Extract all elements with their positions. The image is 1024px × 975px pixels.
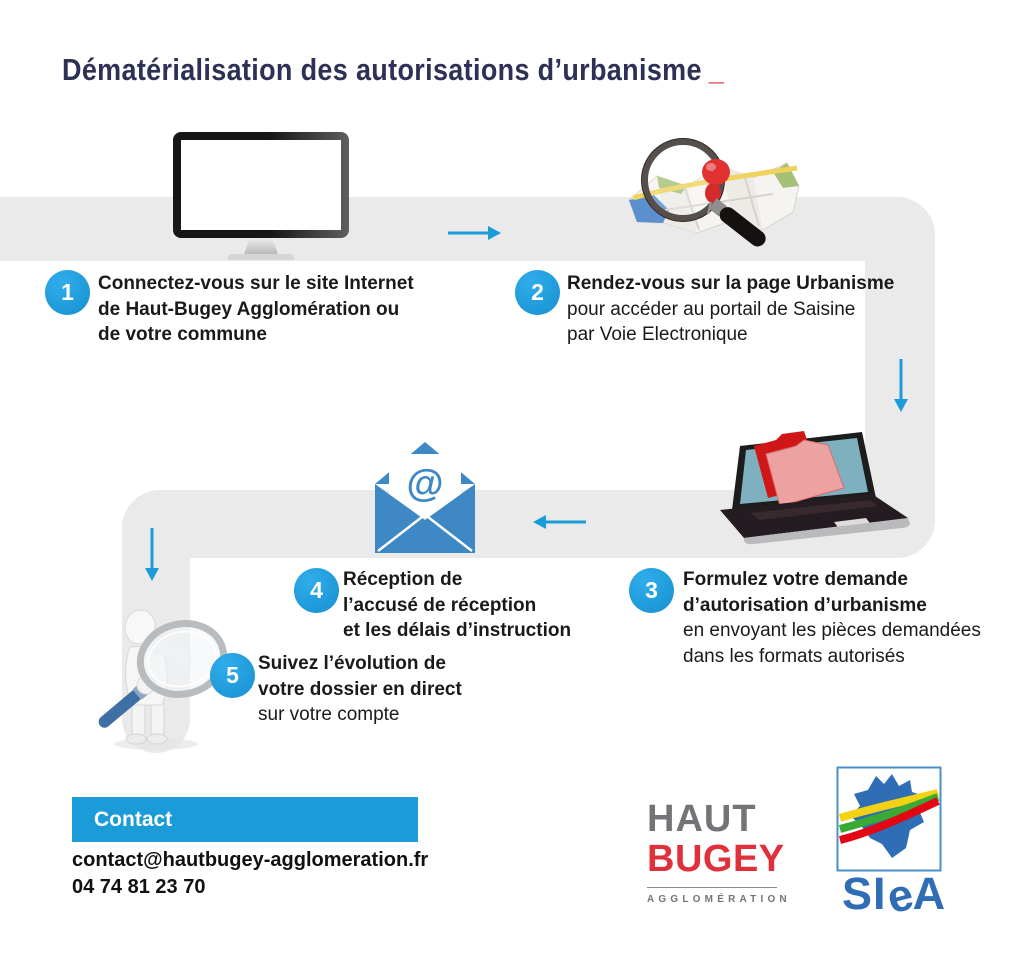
email-envelope-icon: [372, 438, 478, 556]
step-3-badge: 3: [629, 568, 674, 613]
arrow-right-icon: [445, 224, 503, 242]
haut-bugey-logo-agglomeration: AGGLOMÉRATION: [647, 894, 791, 905]
arrow-down-icon: [143, 525, 161, 583]
siea-text-e: e: [881, 867, 919, 924]
map-magnifier-icon: [623, 136, 805, 248]
map-pin: [702, 159, 730, 185]
step-2-badge: 2: [515, 270, 560, 315]
step-1-line: Connectez-vous sur le site Internet: [98, 273, 414, 294]
title-underscore: _: [708, 52, 725, 87]
step-4-line: Réception de: [343, 569, 463, 590]
contact-phone: 04 74 81 23 70: [72, 876, 206, 898]
siea-logo-emblem: [836, 766, 942, 872]
contact-heading: Contact: [94, 807, 173, 831]
haut-bugey-logo-rule: [647, 887, 777, 888]
step-5-line: Suivez l’évolution de: [258, 653, 446, 674]
siea-text-si: SI: [842, 868, 887, 919]
step-1-line: de Haut-Bugey Agglomération ou: [98, 298, 400, 320]
haut-bugey-logo-bugey: BUGEY: [647, 838, 785, 880]
page-title-text: Dématérialisation des autorisations d’urbanisme: [62, 52, 702, 87]
step-3-line: Formulez votre demande: [683, 569, 908, 590]
step-5-line: sur votre compte: [258, 704, 400, 725]
step-3-line: en envoyant les pièces demandées: [683, 620, 981, 641]
step-2-text: [567, 271, 894, 348]
step-3-line: d’autorisation d’urbanisme: [683, 594, 927, 616]
page-title: [62, 52, 724, 88]
at-symbol: @: [406, 463, 444, 505]
step-1-badge: 1: [45, 270, 90, 315]
haut-bugey-logo-haut: HAUT: [647, 798, 757, 840]
step-3-line: dans les formats autorisés: [683, 645, 905, 667]
step-4-line: l’accusé de réception: [343, 594, 537, 616]
haut-bugey-logo: [647, 798, 791, 905]
step-2-line: pour accéder au portail de Saisine: [567, 298, 856, 320]
siea-text-a: A: [912, 868, 947, 919]
arrow-down-icon: [892, 356, 910, 414]
step-2-line: par Voie Electronique: [567, 324, 748, 345]
step-4-text: [343, 567, 571, 644]
step-1-text: [98, 271, 414, 348]
step-2-line: Rendez-vous sur la page Urbanisme: [567, 273, 895, 294]
contact-email: contact@hautbugey-agglomeration.fr: [72, 849, 429, 871]
contact-header-bar: [72, 797, 418, 842]
desktop-monitor-icon: [172, 131, 350, 261]
step-5-line: votre dossier en direct: [258, 678, 462, 700]
step-5-badge: 5: [210, 653, 255, 698]
step-1-line: de votre commune: [98, 324, 267, 345]
arrow-left-icon: [531, 513, 589, 531]
step-5-text: [258, 651, 462, 728]
laptop-folder-icon: [710, 430, 915, 550]
step-3-text: [683, 567, 981, 669]
step-4-line: et les délais d’instruction: [343, 620, 572, 641]
siea-logo-text: [842, 867, 947, 924]
step-4-badge: 4: [294, 568, 339, 613]
